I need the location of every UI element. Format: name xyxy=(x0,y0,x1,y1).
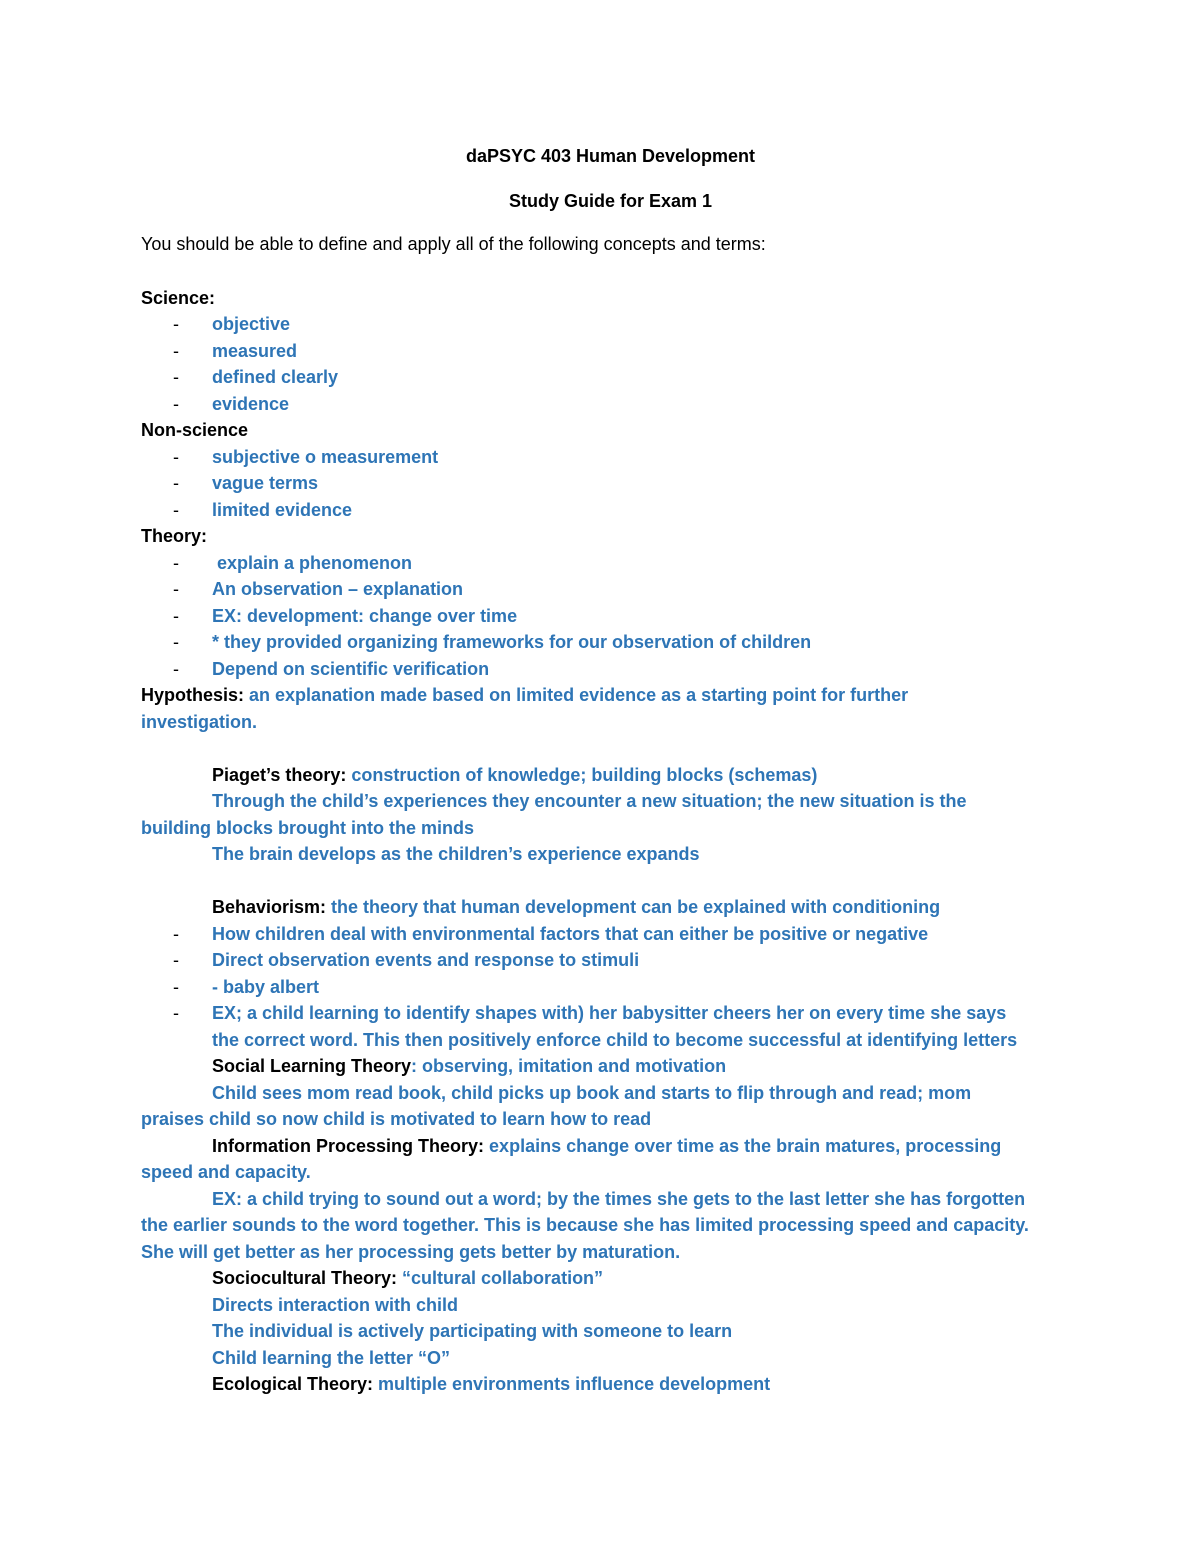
list-item: - EX: development: change over time xyxy=(141,603,1080,630)
list-item: - defined clearly xyxy=(141,364,1080,391)
dash-bullet: - xyxy=(173,552,179,573)
list-item: - limited evidence xyxy=(141,497,1080,524)
sociocultural-detail: The individual is actively participating with someone to learn xyxy=(212,1321,733,1341)
list-item: - Direct observation events and response to stimuli xyxy=(141,947,1080,974)
list-item: - vague terms xyxy=(141,470,1080,497)
dash-bullet: - xyxy=(173,632,179,652)
nonscience-heading: Non-science xyxy=(141,420,249,440)
sociocultural-line: Sociocultural Theory: “cultural collaboration” xyxy=(212,1268,604,1288)
sociocultural-label: Sociocultural Theory: xyxy=(212,1268,398,1288)
dash-bullet: - xyxy=(173,579,179,599)
list-item: - EX; a child learning to identify shapes with) her babysitter cheers her on every time she says xyxy=(141,1000,1080,1027)
dash-bullet: - xyxy=(173,314,179,334)
list-item: - How children deal with environmental factors that can either be positive or negative xyxy=(141,921,1080,948)
dash-bullet: - xyxy=(173,499,179,520)
dash-bullet: - xyxy=(173,658,179,679)
spacer xyxy=(141,868,1080,895)
document-subtitle: Study Guide for Exam 1 xyxy=(508,190,713,211)
list-item-continuation: the correct word. This then positively enforce child to become successful at identifying letters xyxy=(212,1029,1018,1050)
piaget-detail-continuation: building blocks brought into the minds xyxy=(141,817,474,838)
sociocultural-detail: Directs interaction with child xyxy=(212,1294,459,1315)
dash-bullet: - xyxy=(173,446,179,467)
behaviorism-label: Behaviorism: xyxy=(212,897,327,917)
hypothesis-continuation: investigation. xyxy=(141,711,258,732)
list-item: - * they provided organizing frameworks for our observation of children xyxy=(141,629,1080,656)
info-processing-example-continuation: She will get better as her processing gets better by maturation. xyxy=(141,1241,681,1262)
piaget-detail: Through the child’s experiences they encounter a new situation; the new situation is the xyxy=(212,791,967,811)
sociocultural-detail: Child learning the letter “O” xyxy=(212,1347,451,1368)
list-item: - - baby albert xyxy=(141,974,1080,1001)
spacer xyxy=(141,735,1080,762)
intro-text: You should be able to define and apply all of the following concepts and terms: xyxy=(141,234,766,254)
dash-bullet: - xyxy=(173,340,179,361)
social-learning-label: Social Learning Theory xyxy=(212,1056,412,1076)
list-item: - An observation – explanation xyxy=(141,576,1080,603)
dash-bullet: - xyxy=(173,367,179,387)
list-item: - explain a phenomenon xyxy=(141,550,1080,577)
hypothesis-label: Hypothesis: xyxy=(141,685,245,705)
info-processing-label: Information Processing Theory: xyxy=(212,1135,485,1156)
ecological-line: Ecological Theory: multiple environments influence development xyxy=(212,1374,771,1394)
social-learning-detail-continuation: praises child so now child is motivated to learn how to read xyxy=(141,1109,652,1129)
piaget-label: Piaget’s theory: xyxy=(212,764,347,785)
ecological-label: Ecological Theory: xyxy=(212,1374,374,1394)
social-learning-detail: Child sees mom read book, child picks up book and starts to flip through and read; mom xyxy=(212,1082,972,1103)
list-item: - subjective o measurement xyxy=(141,444,1080,471)
dash-bullet: - xyxy=(173,923,179,944)
list-item: - objective xyxy=(141,311,1080,338)
dash-bullet: - xyxy=(173,1003,179,1023)
dash-bullet: - xyxy=(173,473,179,493)
dash-bullet: - xyxy=(173,605,179,626)
dash-bullet: - xyxy=(173,393,179,414)
dash-bullet: - xyxy=(173,976,179,997)
theory-heading: Theory: xyxy=(141,526,208,546)
piaget-detail: The brain develops as the children’s experience expands xyxy=(212,844,700,864)
social-learning-line: Social Learning Theory: observing, imitation and motivation xyxy=(212,1056,727,1076)
list-item: - Depend on scientific verification xyxy=(141,656,1080,683)
info-processing-example: EX: a child trying to sound out a word; by the times she gets to the last letter she has forgotten xyxy=(212,1188,1026,1209)
info-processing-example-continuation: the earlier sounds to the word together. This is because she has limited processing speed and capacity. xyxy=(141,1215,1029,1235)
science-heading: Science: xyxy=(141,287,216,308)
info-processing-line: Information Processing Theory: explains change over time as the brain matures, processing xyxy=(212,1135,1002,1156)
hypothesis-line: Hypothesis: an explanation made based on limited evidence as a starting point for further xyxy=(141,685,909,705)
document-title: daPSYC 403 Human Development xyxy=(465,146,756,166)
info-processing-continuation: speed and capacity. xyxy=(141,1162,311,1182)
behaviorism-line: Behaviorism: the theory that human development can be explained with conditioning xyxy=(212,897,941,917)
list-item: - measured xyxy=(141,338,1080,365)
list-item: - evidence xyxy=(141,391,1080,418)
piaget-line: Piaget’s theory: construction of knowledge; building blocks (schemas) xyxy=(212,764,818,785)
dash-bullet: - xyxy=(173,950,179,970)
